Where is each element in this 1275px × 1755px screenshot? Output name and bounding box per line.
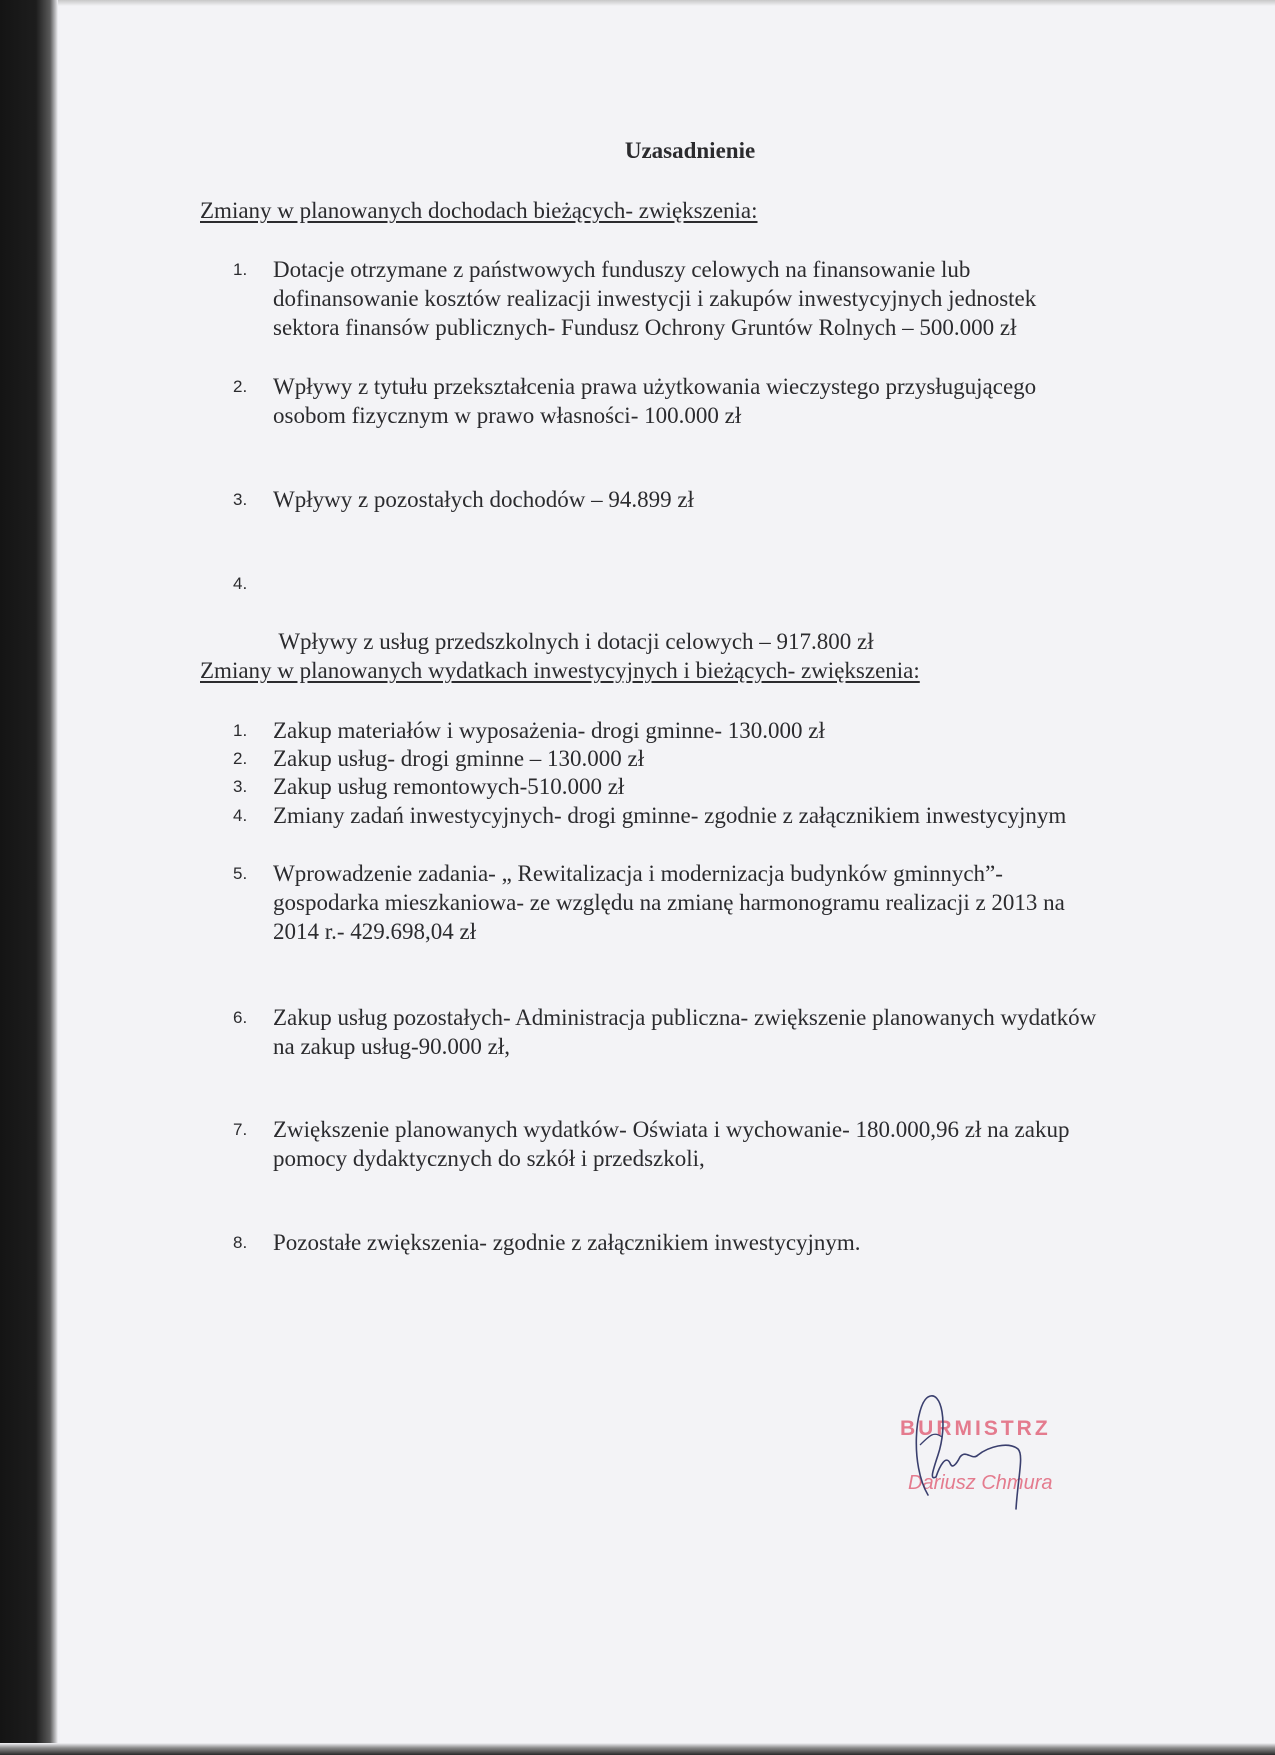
stamp-name: Dariusz Chmura xyxy=(908,1472,1053,1494)
item-number: 3. xyxy=(233,777,248,796)
item-text-line: Dotacje otrzymane z państwowych funduszy celowych na finansowanie lub xyxy=(273,257,971,282)
item-text xyxy=(273,255,1233,342)
item-text xyxy=(273,1228,1233,1257)
item-text-line: Zakup usług remontowych-510.000 zł xyxy=(273,774,625,799)
item-text-line: Wpływy z usług przedszkolnych i dotacji celowych – 917.800 zł xyxy=(273,629,874,654)
item-text xyxy=(273,772,1233,801)
item-number: 4. xyxy=(233,574,248,593)
item-text-line: na zakup usług-90.000 zł, xyxy=(273,1034,510,1059)
item-number: 7. xyxy=(233,1120,248,1139)
scan-left-edge xyxy=(0,0,58,1755)
item-text-line: pomocy dydaktycznych do szkół i przedszkoli, xyxy=(273,1146,705,1171)
stamp-title: BURMISTRZ xyxy=(900,1417,1051,1440)
item-text xyxy=(273,569,1233,714)
item-text-line: osobom fizycznym w prawo własności- 100.000 zł xyxy=(273,403,742,428)
item-text-line: dofinansowanie kosztów realizacji inwestycji i zakupów inwestycyjnych jednostek xyxy=(273,286,1037,311)
item-text-line: Zmiany zadań inwestycyjnych- drogi gminne- zgodnie z załącznikiem inwestycyjnym xyxy=(273,803,1067,828)
item-text-line: sektora finansów publicznych- Fundusz Ochrony Gruntów Rolnych – 500.000 zł xyxy=(273,315,1017,340)
item-number: 2. xyxy=(233,377,248,396)
item-number: 1. xyxy=(233,721,248,740)
item-text-line: Zakup usług pozostałych- Administracja publiczna- zwiększenie planowanych wydatków xyxy=(273,1005,1097,1030)
item-text xyxy=(273,372,1233,430)
item-text-line: Wpływy z pozostałych dochodów – 94.899 zł xyxy=(273,487,694,512)
item-text xyxy=(273,859,1233,946)
item-text xyxy=(273,801,1233,830)
item-text xyxy=(273,716,1233,745)
item-number: 2. xyxy=(233,749,248,768)
item-text-line: 2014 r.- 429.698,04 zł xyxy=(273,919,477,944)
handwritten-signature xyxy=(890,1385,1210,1515)
item-text xyxy=(273,485,1233,514)
item-text xyxy=(273,1003,1233,1061)
item-number: 5. xyxy=(233,864,248,883)
item-text xyxy=(273,1115,1233,1173)
mayor-stamp xyxy=(890,1385,1210,1515)
item-number: 8. xyxy=(233,1233,248,1252)
section-heading-expenses: Zmiany w planowanych wydatkach inwestycyjnych i bieżących- zwiększenia: xyxy=(200,658,920,683)
item-text xyxy=(273,744,1233,773)
item-text-line: Wprowadzenie zadania- „ Rewitalizacja i modernizacja budynków gminnych”- xyxy=(273,861,1003,886)
document-title: Uzasadnienie xyxy=(624,138,756,163)
item-text-line: gospodarka mieszkaniowa- ze względu na zmianę harmonogramu realizacji z 2013 na xyxy=(273,890,1065,915)
item-text-line: Pozostałe zwiększenia- zgodnie z załącznikiem inwestycyjnym. xyxy=(273,1230,861,1255)
item-text-line: Zakup materiałów i wyposażenia- drogi gminne- 130.000 zł xyxy=(273,718,825,743)
item-text-line: Zakup usług- drogi gminne – 130.000 zł xyxy=(273,746,645,771)
section-heading-income: Zmiany w planowanych dochodach bieżących- zwiększenia: xyxy=(200,198,758,223)
item-number: 6. xyxy=(233,1008,248,1027)
item-number: 3. xyxy=(233,490,248,509)
item-text-line: Zwiększenie planowanych wydatków- Oświata i wychowanie- 180.000,96 zł na zakup xyxy=(273,1117,1070,1142)
item-number: 4. xyxy=(233,806,248,825)
item-number: 1. xyxy=(233,260,248,279)
item-text-line: Wpływy z tytułu przekształcenia prawa użytkowania wieczystego przysługującego xyxy=(273,374,1037,399)
scan-bottom-edge xyxy=(0,1743,1275,1755)
